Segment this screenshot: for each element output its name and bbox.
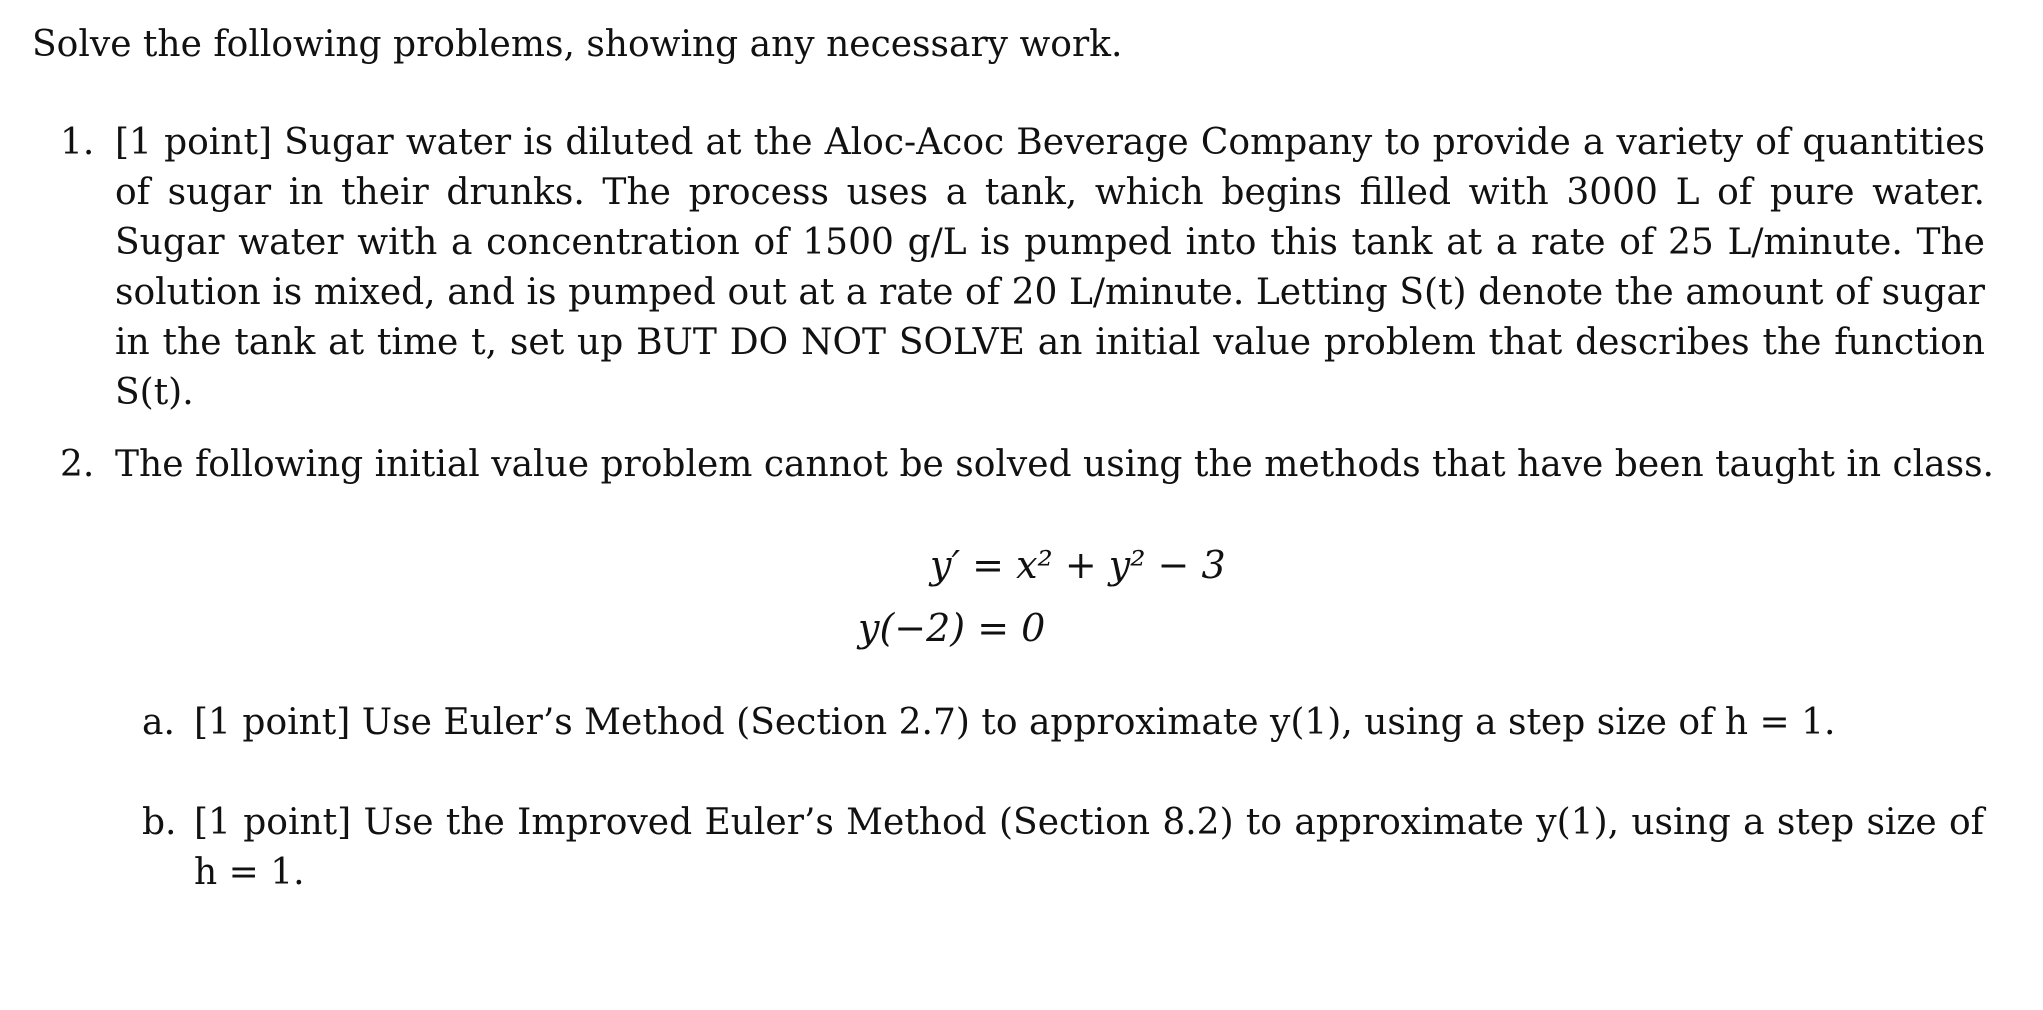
differential-equation: y′ = x² + y² − 3 xyxy=(930,543,1226,587)
problem-number: 1. xyxy=(60,122,95,163)
instructions: Solve the following problems, showing any necessary work. xyxy=(32,24,1123,65)
subproblem-label: a. xyxy=(142,702,175,743)
problem-number: 2. xyxy=(60,444,95,485)
problem-text: [1 point] Sugar water is diluted at the Aloc-Acoc Beverage Company to provide a variety of quantities of sugar in their drunks. The process uses a tank, which begins filled with 3000 L of pure water. Sugar water with a concentration of 1500 g/L is pumped into this tank at a rate of 25 L/minute. The solution is mixed, and is pumped out at a rate of 20 L/minute. Letting S(t) denote the amount of sugar in the tank at time t, set up BUT DO NOT SOLVE an initial value problem that describes the function S(t). xyxy=(115,122,1985,413)
subproblem-text: [1 point] Use the Improved Euler’s Method (Section 8.2) to approximate y(1), using a step size of h = 1. xyxy=(194,802,1984,893)
subproblem-text: [1 point] Use Euler’s Method (Section 2.7) to approximate y(1), using a step size of h = 1. xyxy=(194,702,1836,743)
initial-condition: y(−2) = 0 xyxy=(858,606,1046,650)
subproblem-label: b. xyxy=(142,802,177,843)
problem-text: The following initial value problem cannot be solved using the methods that have been taught in class. xyxy=(115,444,1994,485)
